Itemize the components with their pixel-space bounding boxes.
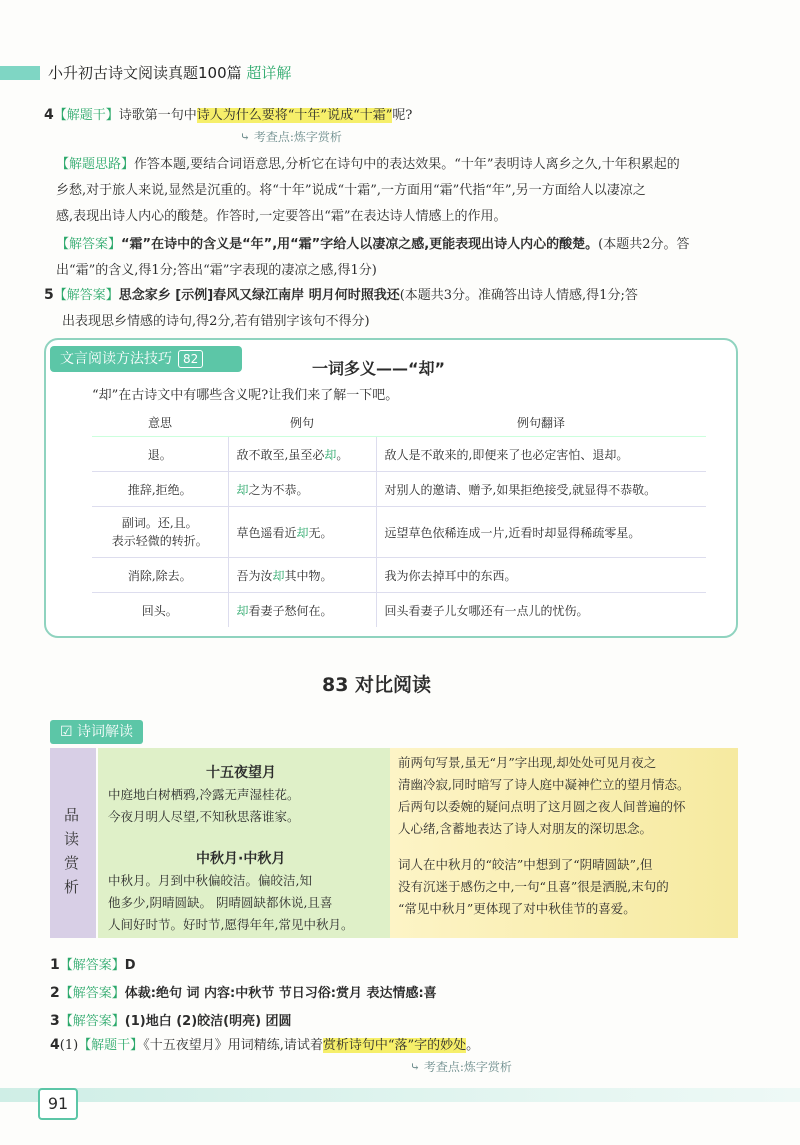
poem1-text: 中庭地白树栖鸦,冷露无声湿桂花。 今夜月明人尽望,不知秋思落谁家。 — [108, 787, 300, 824]
translation-cell: 我为你去掉耳中的东西。 — [376, 558, 706, 593]
meaning-cell: 副词。还,且。 表示轻微的转折。 — [92, 507, 228, 558]
page-number: 91 — [38, 1088, 78, 1120]
example-cell: 草色遥看近却无。 — [228, 507, 376, 558]
appreciation-label: 品 读 赏 析 — [50, 748, 96, 938]
q5-answer: 5【解答案】思念家乡 [示例]春风又绿江南岸 明月何时照我还(本题共3分。准确答出诗人情感,得1分;答 出表现思乡情感的诗句,得2分,若有错别字该句不得分) — [44, 287, 638, 329]
meaning-cell: 回头。 — [92, 593, 228, 628]
example-cell: 敌不敢至,虽至必却。 — [228, 437, 376, 472]
tips-title: 一词多义——“却” — [312, 359, 446, 378]
table-row — [92, 437, 706, 472]
example-cell: 却之为不恭。 — [228, 472, 376, 507]
translation-cell: 远望草色依稀连成一片,近看时却显得稀疏零星。 — [376, 507, 706, 558]
header-strip — [0, 66, 40, 80]
translation-cell: 对别人的邀请、赠予,如果拒绝接受,就显得不恭敬。 — [376, 472, 706, 507]
footer-strip — [0, 1088, 800, 1102]
tips-intro: “却”在古诗文中有哪些含义呢?让我们来了解一下吧。 — [92, 388, 399, 403]
example-cell: 却看妻子愁何在。 — [228, 593, 376, 628]
meaning-cell: 消除,除去。 — [92, 558, 228, 593]
answer-1: 1【解答案】D — [50, 957, 136, 973]
tips-badge: 文言阅读方法技巧 82 — [50, 346, 242, 372]
q4b-stem: 4(1)【解题干】《十五夜望月》用词精练,请试着赏析诗句中“落”字的妙处。 — [50, 1037, 480, 1053]
answer-2: 2【解答案】体裁:绝句 词 内容:中秋节 节日习俗:赏月 表达情感:喜 — [50, 985, 437, 1001]
meaning-cell: 推辞,拒绝。 — [92, 472, 228, 507]
book-subtitle: 超详解 — [246, 64, 292, 82]
col-meaning: 意思 — [92, 408, 228, 437]
q4-point: ⤷ 考查点:炼字赏析 — [240, 130, 342, 144]
q4b-point: ⤷ 考查点:炼字赏析 — [410, 1060, 512, 1074]
translation-cell: 敌人是不敢来的,即便来了也必定害怕、退却。 — [376, 437, 706, 472]
tips-table — [92, 408, 706, 627]
poem1-title: 十五夜望月 — [206, 765, 276, 781]
book-title: 小升初古诗文阅读真题100篇 超详解 — [48, 64, 292, 82]
section-tag: ☑ 诗词解读 — [50, 720, 143, 744]
commentary-2: 词人在中秋月的“皎洁”中想到了“阴晴圆缺”,但 没有沉迷于感伤之中,一句“且喜”很是洒脱,末句的 “常见中秋月”更体现了对中秋佳节的喜爱。 — [398, 857, 669, 916]
table-row — [92, 593, 706, 628]
col-example: 例句 — [228, 408, 376, 437]
poems-column — [98, 748, 390, 938]
meaning-cell: 退。 — [92, 437, 228, 472]
example-cell: 吾为汝却其中物。 — [228, 558, 376, 593]
commentary-1: 前两句写景,虽无“月”字出现,却处处可见月夜之 清幽冷寂,同时暗写了诗人庭中凝神伫立的望月情态。 后两句以委婉的疑问点明了这月圆之夜人间普遍的怀 人心绪,含蓄地表达了诗人对朋友的深切思念。 — [398, 755, 690, 836]
table-row — [92, 507, 706, 558]
table-row — [92, 558, 706, 593]
table-row — [92, 472, 706, 507]
tips-badge-number: 82 — [178, 350, 203, 368]
q4-approach: 【解题思路】作答本题,要结合词语意思,分析它在诗句中的表达效果。“十年”表明诗人离乡之久,十年积累起的 乡愁,对于旅人来说,显然是沉重的。将“十年”说成“十霜”,一方面用“霜”代指“年”,另一方面给人以凄凉之 感,表现出诗人内心的酸楚。作答时,一定要答出“霜”在表达诗人情感上的作用。 — [56, 157, 680, 224]
calendar-check-icon: ☑ — [60, 724, 73, 740]
q4-answer: 【解答案】“霜”在诗中的含义是“年”,用“霜”字给人以凄凉之感,更能表现出诗人内心的酸楚。(本题共2分。答 出“霜”的含义,得1分;答出“霜”字表现的凄凉之感,得1分) — [56, 237, 690, 278]
answer-3: 3【解答案】(1)地白 (2)皎洁(明亮) 团圆 — [50, 1013, 292, 1029]
poem2-title: 中秋月·中秋月 — [196, 851, 286, 867]
q4-stem: 4【解题干】诗歌第一句中诗人为什么要将“十年”说成“十霜”呢? — [44, 107, 413, 123]
section-title: 83 对比阅读 — [322, 674, 432, 696]
table-header-row — [92, 408, 706, 437]
poem2-text: 中秋月。月到中秋偏皎洁。偏皎洁,知 他多少,阴晴圆缺。 阴晴圆缺都休说,且喜 人间好时节。好时节,愿得年年,常见中秋月。 — [108, 873, 354, 932]
commentary-column — [390, 748, 738, 938]
translation-cell: 回头看妻子儿女哪还有一点儿的忧伤。 — [376, 593, 706, 628]
col-translation: 例句翻译 — [376, 408, 706, 437]
